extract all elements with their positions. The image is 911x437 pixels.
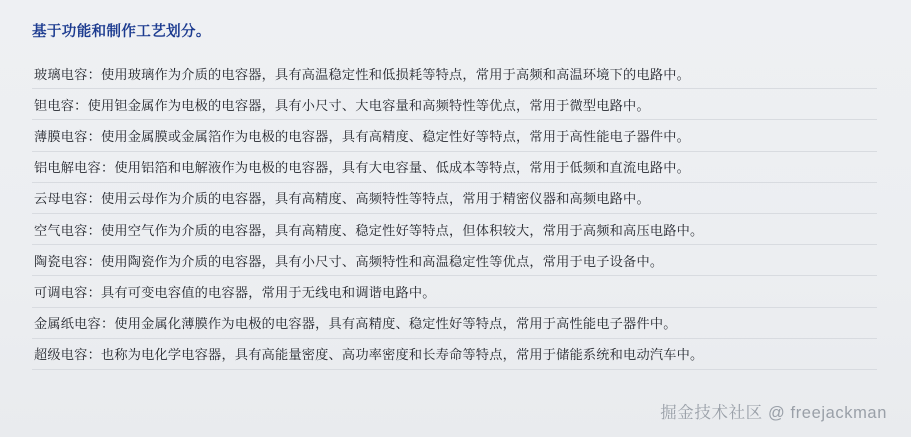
- list-item-separator: ：: [87, 222, 101, 238]
- list-item-description: 使用金属膜或金属箔作为电极的电容器，具有高精度、稳定性好等特点，常用于高性能电子器件中。: [100, 128, 690, 144]
- list-item-term: 可调电容: [34, 284, 88, 300]
- list-item-separator: ：: [87, 128, 101, 144]
- list-item-term: 空气电容: [34, 222, 88, 238]
- list-item-description: 使用铝箔和电解液作为电极的电容器，具有大电容量、低成本等特点，常用于低频和直流电路中。: [114, 160, 690, 176]
- list-item: [32, 245, 877, 276]
- list-item-separator: ：: [74, 97, 88, 113]
- list-item-separator: ：: [87, 347, 101, 363]
- list-item: [32, 339, 877, 370]
- list-item: [32, 276, 877, 307]
- list-item: [32, 89, 877, 120]
- page-title: 基于功能和制作工艺划分。: [32, 24, 211, 40]
- list-item-description: 使用陶瓷作为介质的电容器，具有小尺寸、高频特性和高温稳定性等优点，常用于电子设备中。: [100, 253, 664, 269]
- list-item-description: 使用空气作为介质的电容器，具有高精度、稳定性好等特点，但体积较大，常用于高频和高压电路中。: [100, 222, 704, 238]
- list-item-term: 薄膜电容: [34, 128, 88, 144]
- list-item-term: 金属纸电容: [34, 316, 101, 332]
- list-item-description: 使用金属化薄膜作为电极的电容器，具有高精度、稳定性好等特点，常用于高性能电子器件中。: [114, 316, 677, 332]
- list-item-separator: ：: [87, 191, 101, 207]
- list-item-term: 陶瓷电容: [34, 253, 88, 269]
- list-item-term: 玻璃电容: [34, 66, 88, 82]
- list-item-separator: ：: [87, 284, 101, 300]
- list-item: [32, 58, 877, 89]
- list-item-description: 具有可变电容值的电容器，常用于无线电和调谐电路中。: [100, 284, 436, 300]
- list-item-term: 云母电容: [34, 191, 88, 207]
- list-item-term: 钽电容: [34, 97, 75, 113]
- definition-list: [32, 58, 877, 370]
- list-item: [32, 214, 877, 245]
- list-item: [32, 152, 877, 183]
- watermark-user: @ freejackman: [767, 404, 887, 422]
- list-item: [32, 308, 877, 339]
- list-item-description: 也称为电化学电容器，具有高能量密度、高功率密度和长寿命等特点，常用于储能系统和电动汽车中。: [100, 347, 704, 363]
- list-item-term: 超级电容: [34, 347, 88, 363]
- watermark-brand: 掘金技术社区: [660, 404, 763, 422]
- list-item: [32, 120, 877, 151]
- list-item-description: 使用玻璃作为介质的电容器，具有高温稳定性和低损耗等特点，常用于高频和高温环境下的电路中。: [100, 66, 690, 82]
- list-item-separator: ：: [100, 160, 115, 176]
- list-item-term: 铝电解电容: [34, 160, 101, 176]
- list-item-separator: ：: [87, 253, 101, 269]
- watermark: [660, 399, 887, 423]
- list-item-separator: ：: [100, 316, 115, 332]
- list-item-description: 使用钽金属作为电极的电容器，具有小尺寸、大电容量和高频特性等优点，常用于微型电路中。: [87, 97, 650, 113]
- list-item-separator: ：: [87, 66, 101, 82]
- list-item: [32, 183, 877, 214]
- list-item-description: 使用云母作为介质的电容器，具有高精度、高频特性等特点，常用于精密仪器和高频电路中。: [100, 191, 650, 207]
